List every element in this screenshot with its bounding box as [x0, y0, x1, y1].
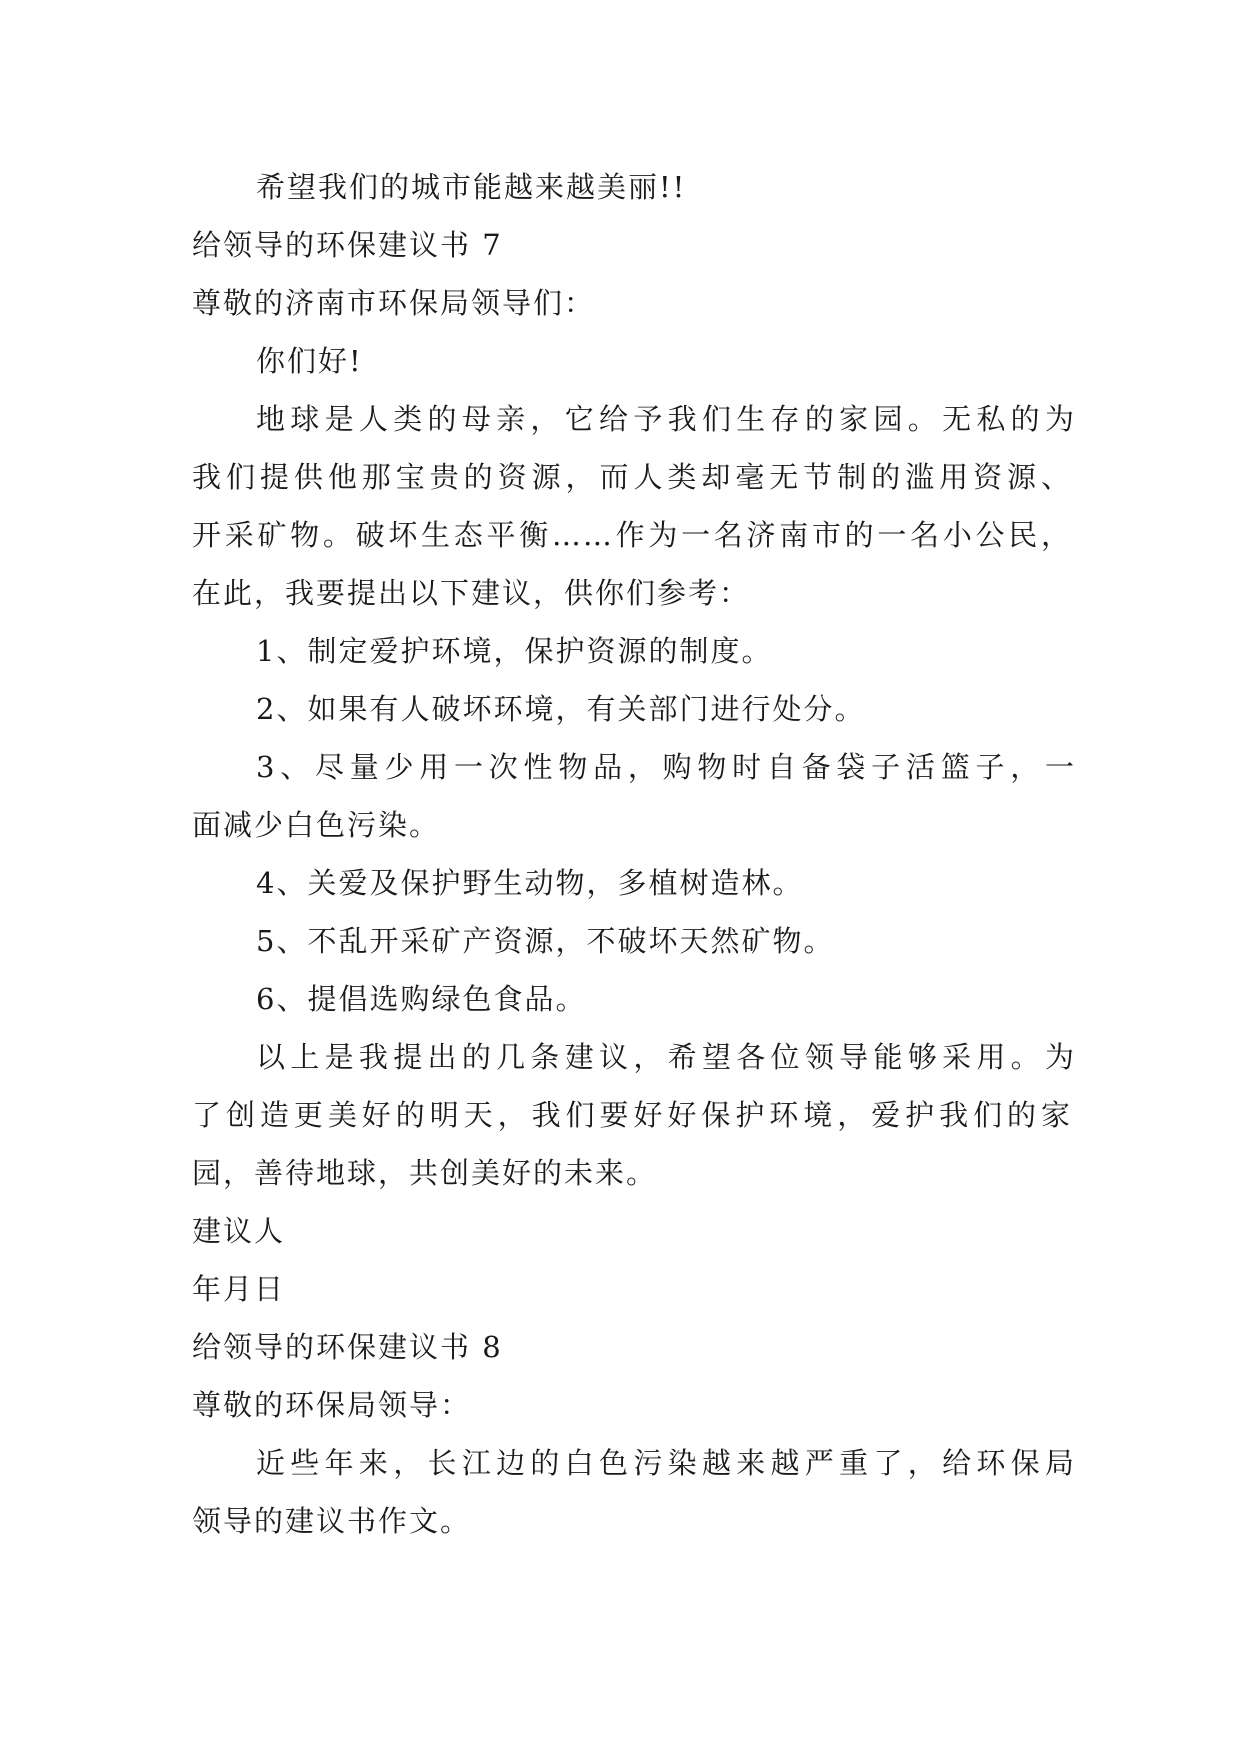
closing-wish: 希望我们的城市能越来越美丽!!: [256, 170, 687, 204]
signature-label: 建议人: [192, 1214, 286, 1248]
section-title-7: 给领导的环保建议书 7: [192, 228, 503, 262]
salutation: 尊敬的环保局领导：: [192, 1388, 472, 1422]
paragraph-line: 领导的建议书作文。: [192, 1504, 472, 1538]
paragraph-line: 我们提供他那宝贵的资源，而人类却毫无节制的滥用资源、: [192, 460, 1072, 494]
list-item: 4、关爱及保护野生动物，多植树造林。: [256, 866, 804, 900]
list-item-continuation: 面减少白色污染。: [192, 808, 441, 842]
section-title-8: 给领导的环保建议书 8: [192, 1330, 503, 1364]
list-item: 5、不乱开采矿产资源，不破坏天然矿物。: [256, 924, 835, 958]
list-item: 1、制定爱护环境，保护资源的制度。: [256, 634, 773, 668]
paragraph-line: 开采矿物。破坏生态平衡……作为一名济南市的一名小公民，: [192, 518, 1072, 552]
date-label: 年月日: [192, 1272, 286, 1306]
list-item: 2、如果有人破坏环境，有关部门进行处分。: [256, 692, 866, 726]
salutation: 尊敬的济南市环保局领导们：: [192, 286, 596, 320]
list-item: 3、尽量少用一次性物品，购物时自备袋子活篮子，一: [256, 750, 1076, 784]
greeting: 你们好!: [256, 344, 363, 378]
paragraph-line: 了创造更美好的明天，我们要好好保护环境，爱护我们的家: [192, 1098, 1072, 1132]
paragraph-line: 地球是人类的母亲，它给予我们生存的家园。无私的为: [256, 402, 1076, 436]
list-item: 6、提倡选购绿色食品。: [256, 982, 587, 1016]
paragraph-line: 在此，我要提出以下建议，供你们参考：: [192, 576, 751, 610]
paragraph-line: 园，善待地球，共创美好的未来。: [192, 1156, 658, 1190]
paragraph-line: 近些年来，长江边的白色污染越来越严重了，给环保局: [256, 1446, 1076, 1480]
paragraph-line: 以上是我提出的几条建议，希望各位领导能够采用。为: [256, 1040, 1076, 1074]
